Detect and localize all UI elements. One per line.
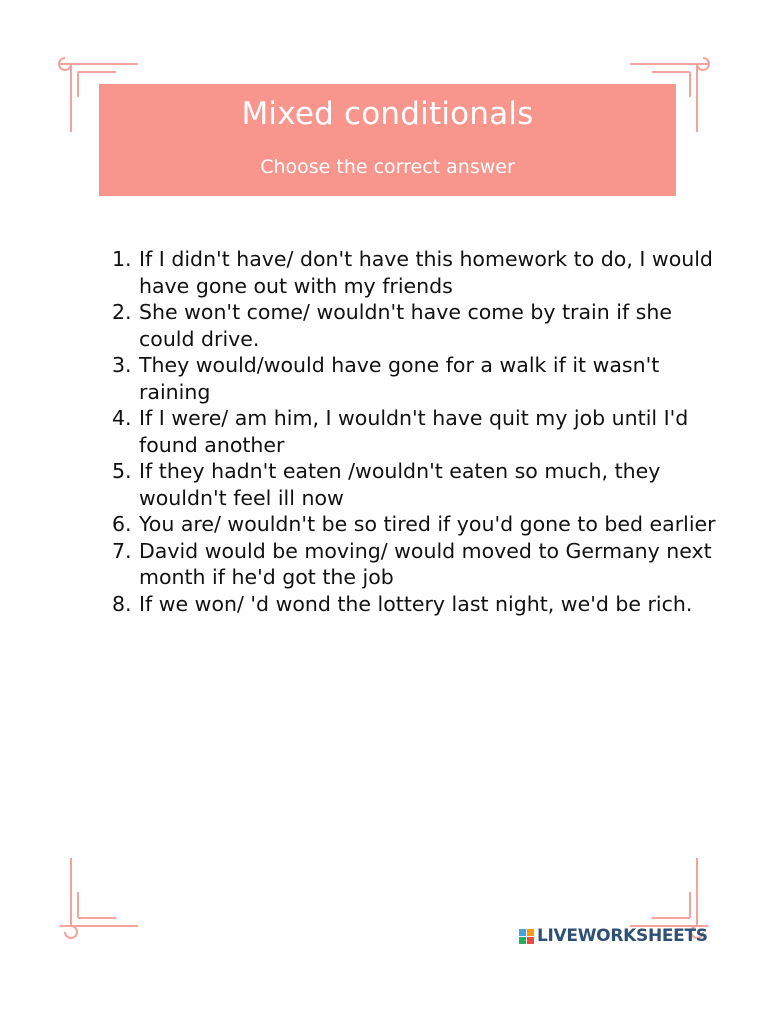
question-item xyxy=(112,352,722,405)
question-item xyxy=(112,591,722,618)
question-item xyxy=(112,538,722,591)
question-text: If I didn't have/ don't have this homework to do, I would have gone out with my friends xyxy=(139,247,713,298)
logo-square-icon xyxy=(519,937,526,944)
question-item xyxy=(112,299,722,352)
logo-square-icon xyxy=(527,937,534,944)
logo-square-icon xyxy=(527,929,534,936)
question-text: David would be moving/ would moved to Germany next month if he'd got the job xyxy=(139,538,712,589)
question-text: If I were/ am him, I wouldn't have quit my job until I'd found another xyxy=(139,406,689,457)
question-number: 3. xyxy=(112,353,132,377)
question-item xyxy=(112,246,722,299)
question-text: If we won/ 'd wond the lottery last night, we'd be rich. xyxy=(139,591,693,616)
question-text: You are/ wouldn't be so tired if you'd gone to bed earlier xyxy=(139,512,716,536)
question-number: 5. xyxy=(112,459,132,483)
question-text: She won't come/ wouldn't have come by train if she could drive. xyxy=(139,300,672,351)
page-title: Mixed conditionals xyxy=(241,96,534,132)
title-banner xyxy=(99,84,676,196)
question-text: They would/would have gone for a walk if it wasn't raining xyxy=(139,353,660,404)
question-number: 6. xyxy=(112,512,132,536)
liveworksheets-icon xyxy=(519,929,534,944)
question-number: 4. xyxy=(112,406,132,430)
question-number: 2. xyxy=(112,300,132,324)
question-number: 7. xyxy=(112,538,132,563)
question-item xyxy=(112,458,722,511)
page-subtitle: Choose the correct answer xyxy=(260,156,515,178)
logo-text: LIVEWORKSHEETS xyxy=(537,926,708,946)
question-item xyxy=(112,405,722,458)
question-number: 1. xyxy=(112,247,132,271)
question-list xyxy=(112,246,722,617)
corner-ornament-bottom-left xyxy=(56,852,146,942)
question-text: If they hadn't eaten /wouldn't eaten so much, they wouldn't feel ill now xyxy=(139,459,661,510)
question-number: 8. xyxy=(112,591,132,616)
logo-square-icon xyxy=(519,929,526,936)
question-item xyxy=(112,511,722,538)
liveworksheets-logo[interactable] xyxy=(519,926,708,946)
